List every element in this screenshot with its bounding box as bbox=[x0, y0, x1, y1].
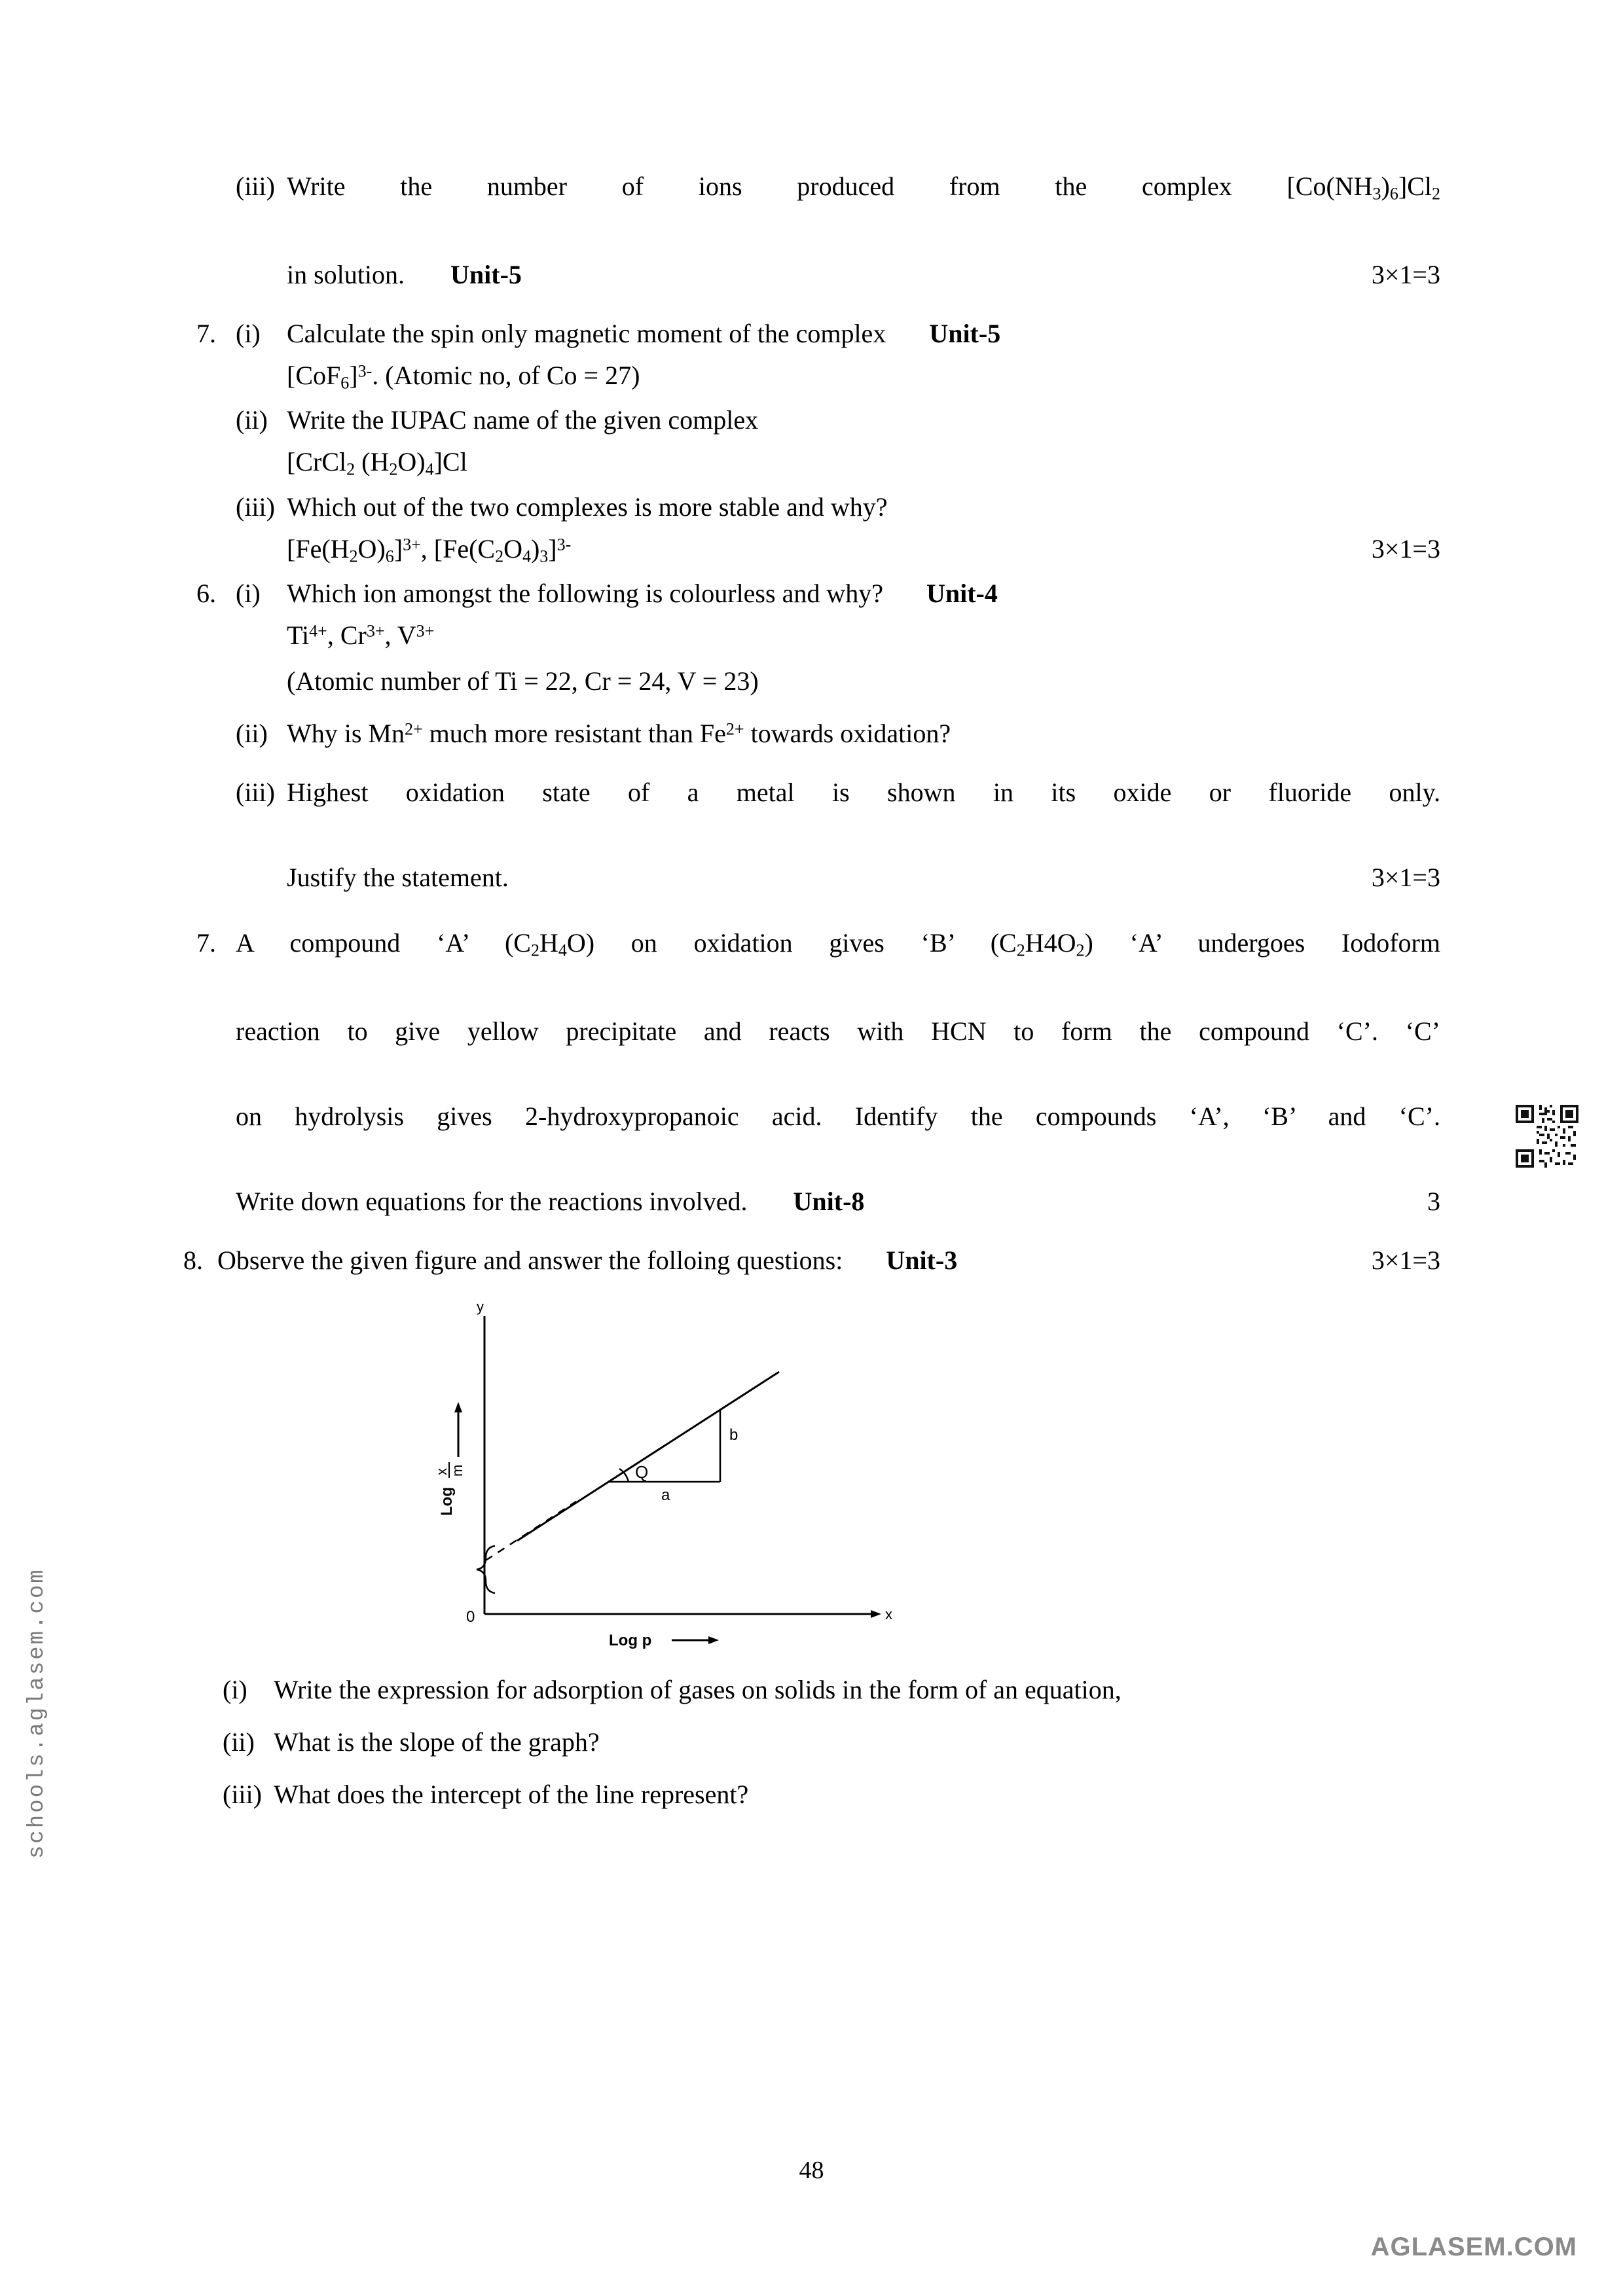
part-text-line2: $[CoF_6]^{3-}$. (Atomic no, of Co = 27) bbox=[287, 360, 640, 392]
question-7b-line2 bbox=[196, 449, 1440, 478]
part-text-line3: (Atomic number of Ti = 22, Cr = 24, V = 23) bbox=[287, 666, 759, 696]
question-body bbox=[236, 930, 1440, 1215]
part-text-line2-wrap bbox=[287, 865, 1440, 891]
part-text-line1: Write the number of ions produced from the complex $[Co(NH_3)_6]Cl_2$ bbox=[287, 171, 1440, 204]
question-8-part-ii bbox=[223, 1729, 1440, 1755]
question-part bbox=[196, 173, 1440, 229]
part-text: What is the slope of the graph? bbox=[274, 1727, 600, 1757]
figure-svg bbox=[412, 1300, 923, 1666]
svg-text:a: a bbox=[661, 1486, 670, 1504]
marks-label: 3×1=3 bbox=[1371, 259, 1440, 289]
document-body bbox=[183, 171, 1440, 1809]
question-7c bbox=[196, 494, 1440, 520]
question-6c-line2 bbox=[196, 865, 1440, 891]
unit-tag: Unit-4 bbox=[926, 579, 998, 608]
part-text-line2: [CrCl$_2$ $(H_2O)_4]Cl$ bbox=[287, 447, 467, 479]
part-text bbox=[287, 173, 1440, 229]
question-7a-line2 bbox=[196, 360, 1440, 392]
question-8-stem-wrap bbox=[183, 1247, 1440, 1274]
marks-label: 3×1=3 bbox=[1371, 533, 1440, 564]
marks-label: 3 bbox=[1427, 1186, 1440, 1216]
part-label: (i) bbox=[223, 1674, 247, 1704]
marks-label: 3×1=3 bbox=[1371, 863, 1440, 892]
question-6a-line3 bbox=[196, 668, 1440, 694]
part-text-line2: $[Fe(H_2O)_6]^{3+}$, $[Fe(C_2O_4)_3]^{3-}$ bbox=[287, 533, 572, 565]
question-7-compound bbox=[196, 930, 1440, 1215]
part-text-line1: Calculate the spin only magnetic moment of the complex bbox=[287, 318, 886, 348]
unit-tag: Unit-8 bbox=[793, 1186, 865, 1216]
question-7c-line2 bbox=[196, 533, 1440, 565]
question-number: 6. bbox=[196, 579, 216, 608]
part-text-line1: Write the IUPAC name of the given complex bbox=[287, 405, 759, 435]
part-text-line2-wrap bbox=[287, 533, 1440, 565]
svg-text:b: b bbox=[729, 1426, 739, 1444]
question-7a bbox=[196, 318, 1440, 348]
svg-text:m: m bbox=[449, 1464, 465, 1477]
compound-line3: on hydrolysis gives 2-hydroxypropanoic acid. Identify the compounds ‘A’, ‘B’ and ‘C’. bbox=[236, 1101, 1440, 1131]
question-6a bbox=[196, 581, 1440, 607]
part-text-line1 bbox=[287, 780, 1440, 832]
part-text-line2: Justify the statement. bbox=[287, 863, 509, 892]
part-label: (ii) bbox=[223, 1727, 255, 1757]
svg-text:Q: Q bbox=[635, 1462, 649, 1482]
question-8-stem: Observe the given figure and answer the folloing questions: bbox=[217, 1245, 843, 1275]
part-text: Write the expression for adsorption of gases on solids in the form of an equation, bbox=[274, 1674, 1122, 1704]
compound-line2: reaction to give yellow precipitate and reacts with HCN to form the compound ‘C’. ‘C’ bbox=[236, 1016, 1440, 1046]
question-6a-line2 bbox=[196, 622, 1440, 649]
part-text-line1: Why is $Mn^{2+}$ much more resistant than $Fe^{2+}$ towards oxidation? bbox=[287, 719, 951, 748]
question-6c bbox=[196, 780, 1440, 832]
part-text-justified: Highest oxidation state of a metal is shown in its oxide or fluoride only. bbox=[287, 778, 1440, 807]
part-label: (iii) bbox=[236, 171, 275, 201]
question-number: 7. bbox=[196, 318, 216, 348]
part-label: (ii) bbox=[236, 405, 268, 435]
unit-tag: Unit-5 bbox=[929, 318, 1001, 348]
question-8-part-iii bbox=[223, 1779, 1440, 1809]
unit-tag: Unit-5 bbox=[450, 259, 522, 289]
corner-watermark: AGLASEM.COM bbox=[1370, 2233, 1577, 2261]
part-text-line2-wrap bbox=[287, 259, 1440, 289]
adsorption-isotherm-figure bbox=[412, 1300, 923, 1666]
part-text: What does the intercept of the line represent? bbox=[274, 1779, 749, 1809]
part-label: (ii) bbox=[236, 719, 268, 748]
question-number: 8. bbox=[183, 1245, 203, 1275]
part-text-line2: $Ti^{4+}$, $Cr^{3+}$, $V^{3+}$ bbox=[287, 620, 435, 650]
part-label: (iii) bbox=[223, 1779, 262, 1809]
part-text-line1: Which out of the two complexes is more stable and why? bbox=[287, 492, 888, 522]
question-7b bbox=[196, 407, 1440, 433]
unit-tag: Unit-3 bbox=[886, 1245, 958, 1275]
part-label: (i) bbox=[236, 318, 261, 348]
part-text bbox=[287, 318, 1440, 348]
svg-text:y: y bbox=[477, 1299, 484, 1315]
compound-line4-wrap bbox=[236, 1186, 1440, 1216]
question-number: 7. bbox=[196, 928, 216, 958]
part-label: (iii) bbox=[236, 492, 275, 522]
svg-text:Log: Log bbox=[438, 1486, 456, 1516]
part-label: (iii) bbox=[236, 778, 275, 807]
compound-line4: Write down equations for the reactions involved. bbox=[236, 1186, 748, 1216]
svg-text:0: 0 bbox=[466, 1607, 475, 1626]
question-part-continuation bbox=[196, 259, 1440, 289]
svg-text:Log p: Log p bbox=[609, 1631, 652, 1649]
svg-text:x: x bbox=[433, 1467, 450, 1475]
part-text-line2: in solution. bbox=[287, 259, 405, 289]
side-watermark: schools.aglasem.com bbox=[25, 1568, 50, 1859]
compound-line1: A compound ‘A’ $(C_2H_4O)$ on oxidation gives ‘B’ $(C_2H4O_2)$ ‘A’ undergoes Iodoform bbox=[236, 928, 1440, 960]
question-6b bbox=[196, 721, 1440, 747]
part-label: (i) bbox=[236, 579, 261, 608]
question-8-part-i bbox=[223, 1674, 1440, 1704]
page-number: 48 bbox=[799, 2157, 824, 2184]
part-text bbox=[287, 581, 1440, 607]
svg-text:x: x bbox=[885, 1605, 892, 1623]
marks-label: 3×1=3 bbox=[1371, 1245, 1440, 1275]
part-text-line1: Which ion amongst the following is colourless and why? bbox=[287, 579, 883, 608]
qr-code-icon bbox=[1516, 1105, 1578, 1168]
